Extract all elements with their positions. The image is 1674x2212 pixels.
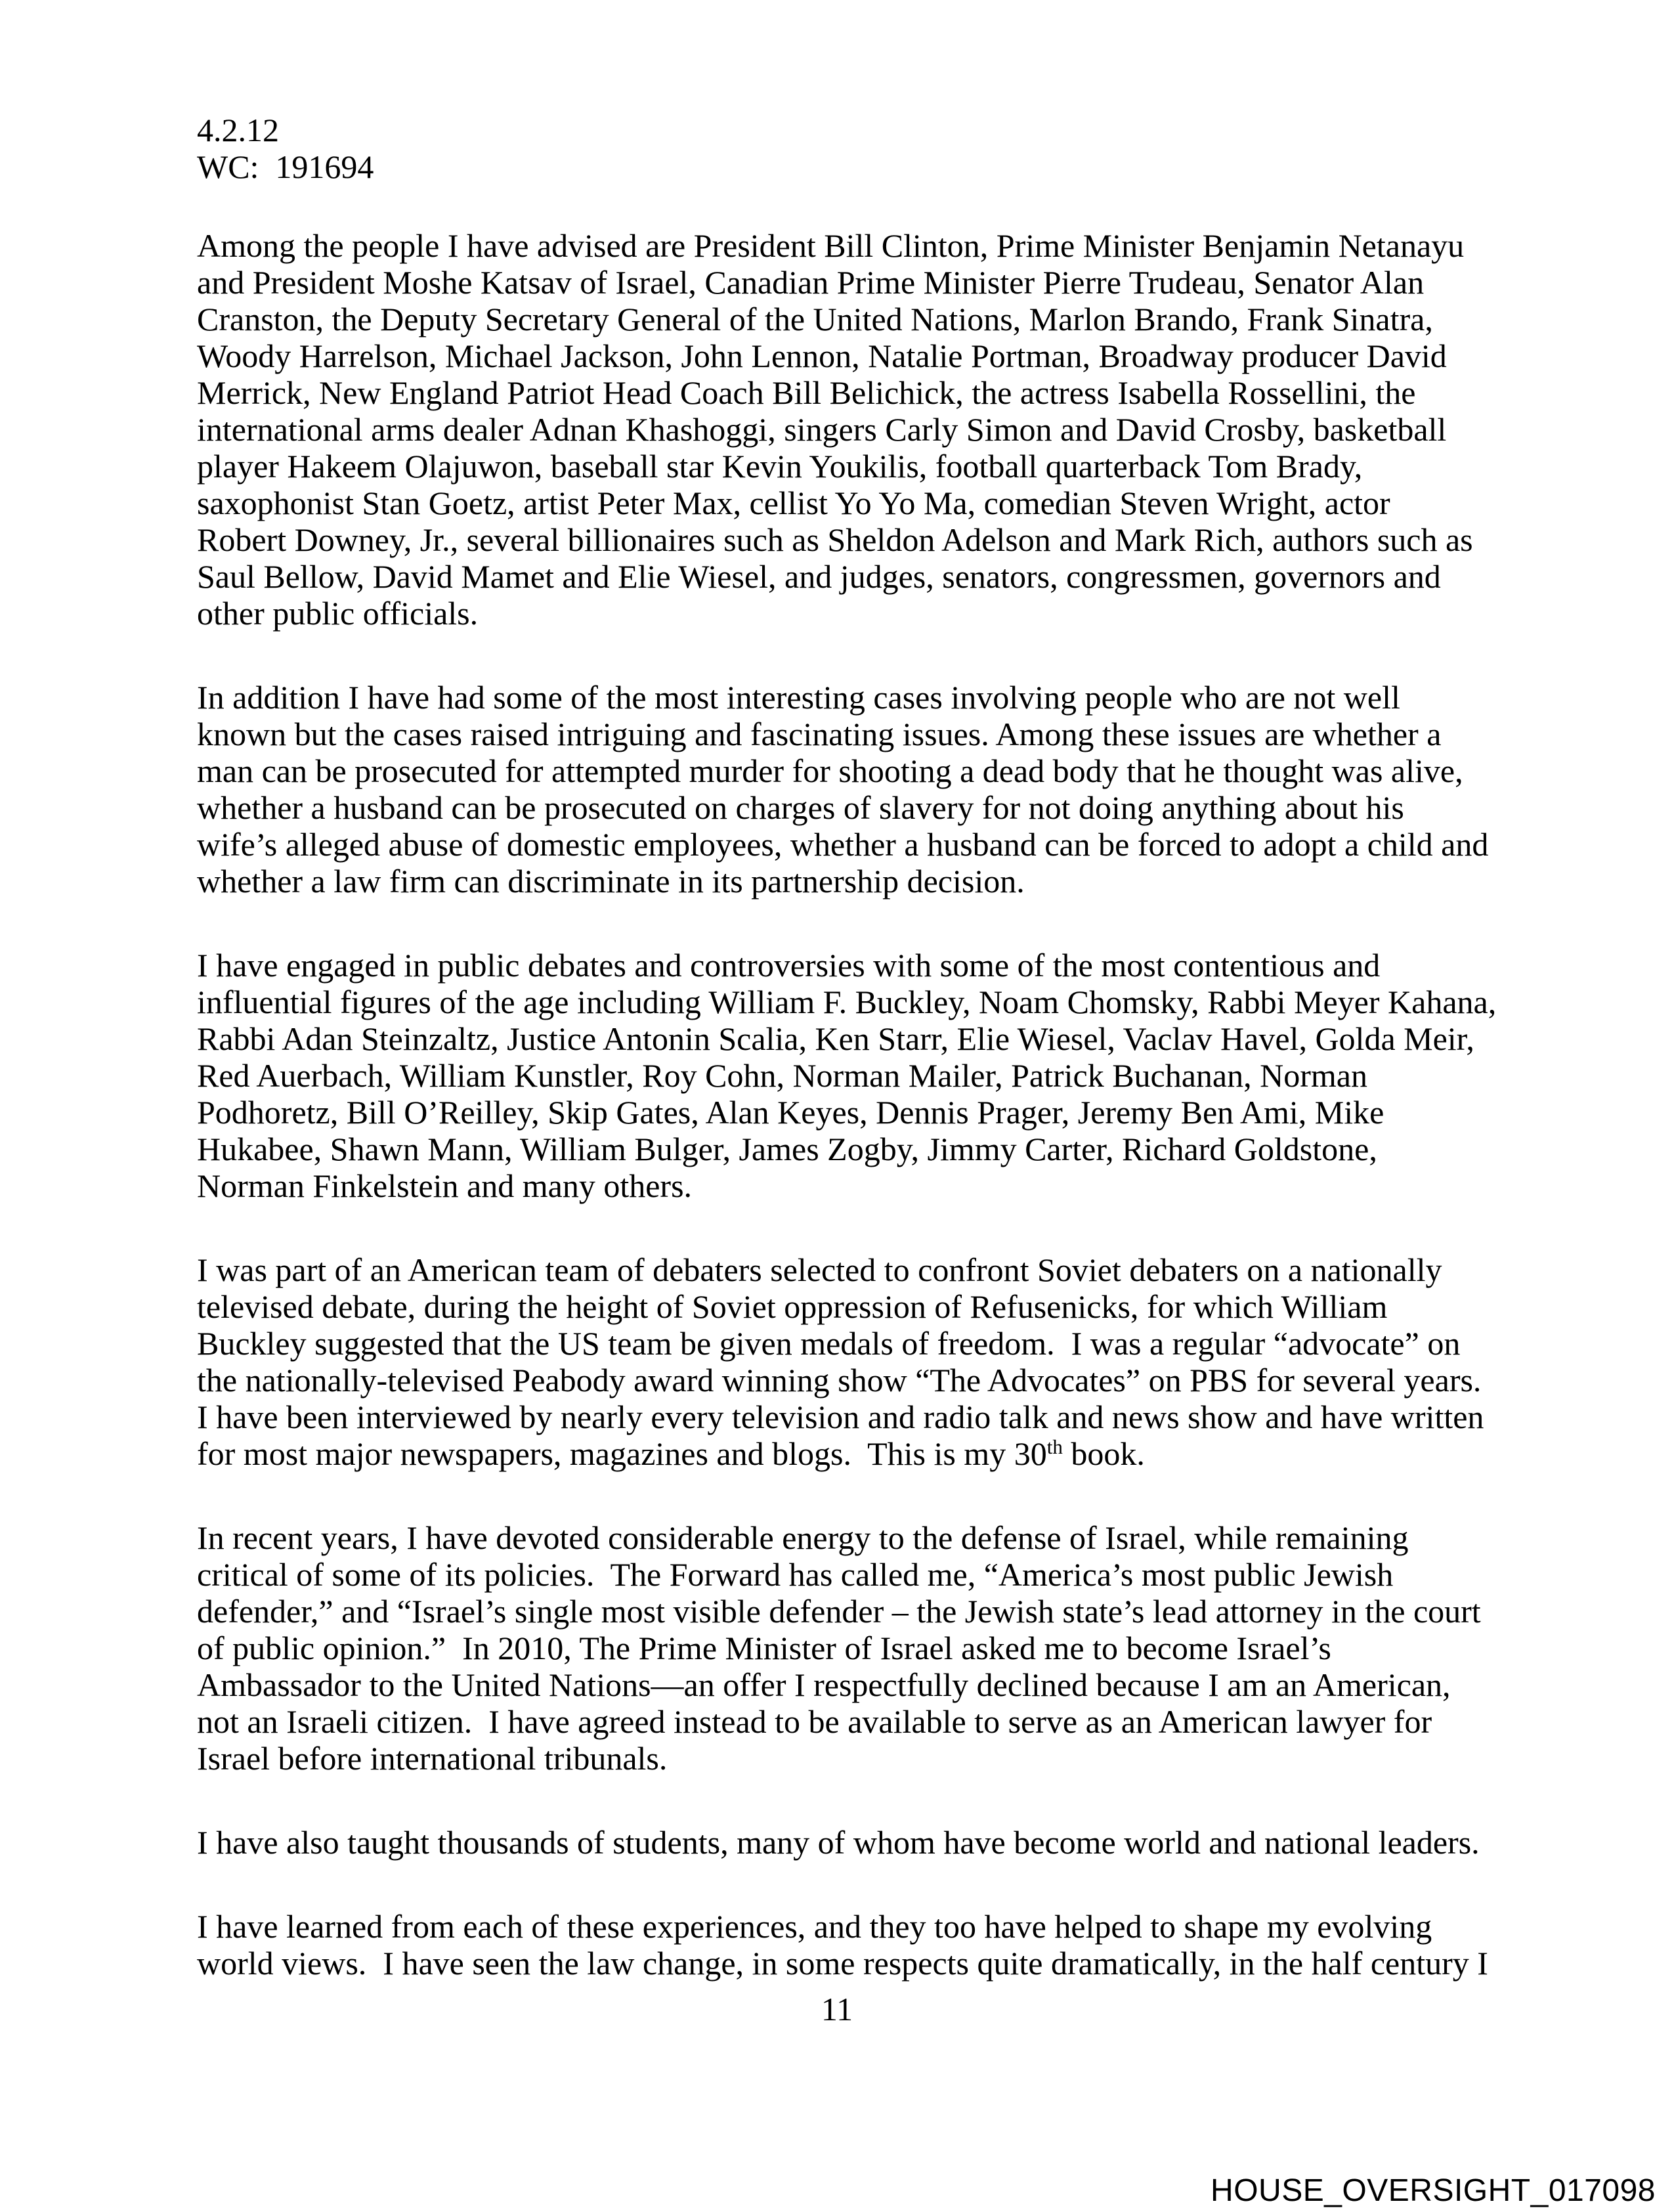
text-line: and President Moshe Katsav of Israel, Canadian Prime Minister Pierre Trudeau, Senator Alan: [197, 264, 1425, 301]
text-line: man can be prosecuted for attempted murder for shooting a dead body that he thought was alive,: [197, 752, 1463, 789]
text-line: I have learned from each of these experiences, and they too have helped to shape my evolving: [197, 1908, 1432, 1945]
text-line: influential figures of the age including William F. Buckley, Noam Chomsky, Rabbi Meyer Kahana,: [197, 984, 1497, 1020]
text-line: of public opinion.” In 2010, The Prime Minister of Israel asked me to become Israel’s: [197, 1630, 1331, 1666]
paragraph: [197, 227, 1549, 632]
paragraph: [197, 1824, 1549, 1861]
bates-number: HOUSE_OVERSIGHT_017098: [1211, 2173, 1656, 2208]
text-line: televised debate, during the height of Soviet oppression of Refusenicks, for which William: [197, 1288, 1388, 1325]
text-line: In recent years, I have devoted considerable energy to the defense of Israel, while remaining: [197, 1519, 1409, 1556]
text-line: international arms dealer Adnan Khashoggi, singers Carly Simon and David Crosby, basketball: [197, 411, 1447, 448]
text-line: for most major newspapers, magazines and blogs. This is my 30th book.: [197, 1435, 1145, 1472]
word-count: WC: 191694: [197, 148, 374, 185]
text-line: known but the cases raised intriguing and fascinating issues. Among these issues are whether a: [197, 716, 1442, 752]
text-line: I was part of an American team of debaters selected to confront Soviet debaters on a nationally: [197, 1251, 1442, 1288]
text-line: the nationally-televised Peabody award winning show “The Advocates” on PBS for several years.: [197, 1362, 1482, 1399]
text-line: Podhoretz, Bill O’Reilley, Skip Gates, Alan Keyes, Dennis Prager, Jeremy Ben Ami, Mike: [197, 1094, 1384, 1131]
document-date: 4.2.12: [197, 112, 279, 148]
text-line: Ambassador to the United Nations—an offer I respectfully declined because I am an American,: [197, 1666, 1451, 1703]
text-line: Cranston, the Deputy Secretary General of the United Nations, Marlon Brando, Frank Sinatra,: [197, 301, 1433, 337]
text-line: critical of some of its policies. The Forward has called me, “America’s most public Jewish: [197, 1556, 1394, 1593]
paragraph: [197, 947, 1549, 1204]
page-number: 11: [821, 1991, 853, 2028]
text-line: defender,” and “Israel’s single most visible defender – the Jewish state’s lead attorney in the court: [197, 1593, 1481, 1630]
document-content: [197, 112, 1549, 1982]
text-line: I have also taught thousands of students, many of whom have become world and national leaders.: [197, 1824, 1480, 1861]
text-line: I have engaged in public debates and controversies with some of the most contentious and: [197, 947, 1381, 984]
text-line: not an Israeli citizen. I have agreed instead to be available to serve as an American lawyer for: [197, 1703, 1432, 1740]
text-line: whether a husband can be prosecuted on charges of slavery for not doing anything about his: [197, 789, 1404, 826]
text-line: Merrick, New England Patriot Head Coach Bill Belichick, the actress Isabella Rossellini, the: [197, 374, 1416, 411]
text-line: Rabbi Adan Steinzaltz, Justice Antonin Scalia, Ken Starr, Elie Wiesel, Vaclav Havel, Golda Meir,: [197, 1020, 1474, 1057]
paragraph: [197, 1908, 1549, 1982]
text-line: whether a law firm can discriminate in its partnership decision.: [197, 863, 1025, 900]
text-line: Among the people I have advised are President Bill Clinton, Prime Minister Benjamin Netanayu: [197, 227, 1465, 264]
text-line: Norman Finkelstein and many others.: [197, 1167, 693, 1204]
text-line: Buckley suggested that the US team be given medals of freedom. I was a regular “advocate” on: [197, 1325, 1461, 1362]
text-line: Robert Downey, Jr., several billionaires such as Sheldon Adelson and Mark Rich, authors such as: [197, 521, 1473, 558]
text-line: other public officials.: [197, 595, 479, 632]
text-line: Red Auerbach, William Kunstler, Roy Cohn, Norman Mailer, Patrick Buchanan, Norman: [197, 1057, 1367, 1094]
paragraph: [197, 1519, 1549, 1777]
text-line: saxophonist Stan Goetz, artist Peter Max, cellist Yo Yo Ma, comedian Steven Wright, actor: [197, 485, 1390, 521]
paragraph: [197, 679, 1549, 900]
text-line: wife’s alleged abuse of domestic employees, whether a husband can be forced to adopt a child and: [197, 826, 1489, 863]
text-line: Israel before international tribunals.: [197, 1740, 668, 1777]
document-body: [197, 227, 1549, 1982]
text-line: In addition I have had some of the most interesting cases involving people who are not well: [197, 679, 1400, 716]
text-line: Hukabee, Shawn Mann, William Bulger, James Zogby, Jimmy Carter, Richard Goldstone,: [197, 1131, 1377, 1167]
document-header: [197, 112, 1549, 185]
text-line: world views. I have seen the law change, in some respects quite dramatically, in the half century I: [197, 1945, 1488, 1982]
text-line: player Hakeem Olajuwon, baseball star Kevin Youkilis, football quarterback Tom Brady,: [197, 448, 1363, 485]
paragraph: [197, 1251, 1549, 1472]
text-line: Woody Harrelson, Michael Jackson, John Lennon, Natalie Portman, Broadway producer David: [197, 337, 1447, 374]
text-line: Saul Bellow, David Mamet and Elie Wiesel, and judges, senators, congressmen, governors and: [197, 558, 1441, 595]
text-line: I have been interviewed by nearly every television and radio talk and news show and have written: [197, 1399, 1484, 1435]
